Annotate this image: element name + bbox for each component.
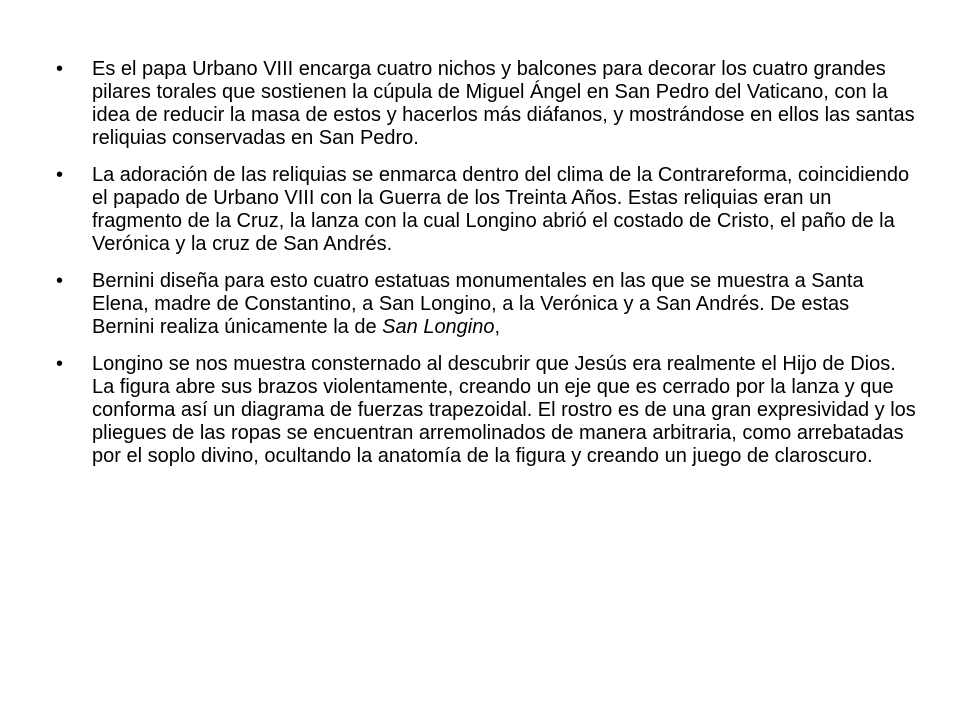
bullet-icon: • <box>56 270 64 292</box>
bullet-list <box>56 58 916 468</box>
artwork-title: San Longino <box>382 316 495 338</box>
bullet-text-1: Es el papa Urbano VIII encarga cuatro nichos y balcones para decorar los cuatro grandes pilares torales que sostienen la cúpula de Miguel Ángel en San Pedro del Vaticano, con la idea de reducir la masa de estos y hacerlos más diáfanos, y mostrándose en ellos las santas reliquias conservadas en San Pedro. <box>92 58 915 149</box>
bullet-item-1 <box>56 58 916 150</box>
bullet-text-3-tail: , <box>494 316 501 338</box>
bullet-text-4: Longino se nos muestra consternado al descubrir que Jesús era realmente el Hijo de Dios. La figura abre sus brazos violentamente, creando un eje que es cerrado por la lanza y que conforma así un diagrama de fuerzas trapezoidal. El rostro es de una gran expresividad y los pliegues de las ropas se encuentran arremolinados de manera arbitraria, como arrebatadas por el soplo divino, ocultando la anatomía de la figura y creando un juego de claroscuro. <box>92 353 916 467</box>
bullet-item-4 <box>56 353 916 468</box>
bullet-icon: • <box>56 164 64 186</box>
bullet-icon: • <box>56 58 64 80</box>
bullet-icon: • <box>56 353 64 375</box>
bullet-item-3 <box>56 270 916 339</box>
bullet-text-3: Bernini diseña para esto cuatro estatuas monumentales en las que se muestra a Santa Elena, madre de Constantino, a San Longino, a la Verónica y a San Andrés. De estas Bernini realiza únicamente la de <box>92 270 864 338</box>
bullet-text-2: La adoración de las reliquias se enmarca dentro del clima de la Contrareforma, coincidiendo el papado de Urbano VIII con la Guerra de los Treinta Años. Estas reliquias eran un fragmento de la Cruz, la lanza con la cual Longino abrió el costado de Cristo, el paño de la Verónica y la cruz de San Andrés. <box>92 164 910 255</box>
bullet-item-2 <box>56 164 916 256</box>
slide-body <box>56 58 916 482</box>
